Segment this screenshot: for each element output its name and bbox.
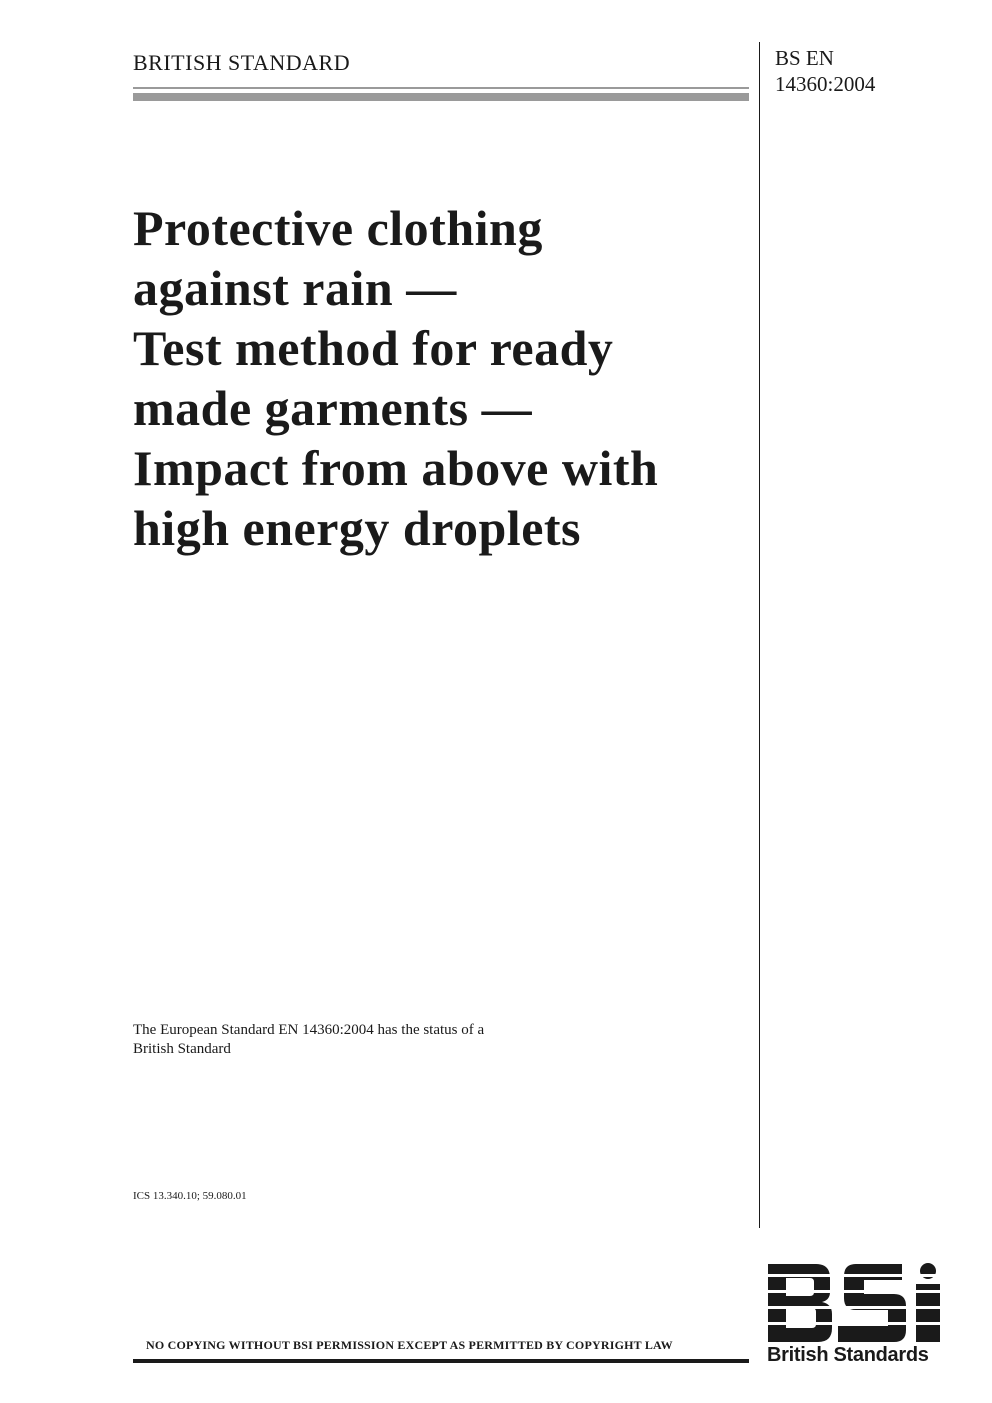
title-line: against rain —: [133, 260, 457, 316]
status-line-2: British Standard: [133, 1041, 231, 1057]
series-label: BRITISH STANDARD: [133, 50, 351, 75]
title-line: Protective clothing: [133, 200, 543, 256]
title-line: high energy droplets: [133, 500, 581, 556]
header-rule-thick: [133, 93, 749, 101]
status-statement: [133, 1021, 653, 1059]
vertical-divider: [759, 42, 760, 1228]
footer-rule: [133, 1359, 749, 1363]
header-rule-thin: [133, 87, 749, 89]
title-line: Impact from above with: [133, 440, 659, 496]
bsi-caption: British Standards: [767, 1344, 929, 1366]
ics-code: ICS 13.340.10; 59.080.01: [133, 1190, 247, 1202]
title-line: Test method for ready: [133, 320, 614, 376]
status-line-1: The European Standard EN 14360:2004 has the status of a: [133, 1022, 485, 1038]
standard-number-line-2: 14360:2004: [775, 72, 876, 96]
document-title: [133, 198, 753, 558]
title-line: made garments —: [133, 380, 533, 436]
copyright-notice: NO COPYING WITHOUT BSI PERMISSION EXCEPT AS PERMITTED BY COPYRIGHT LAW: [146, 1338, 673, 1352]
standard-number-line-1: BS EN: [775, 46, 834, 70]
standard-number: [775, 45, 875, 97]
